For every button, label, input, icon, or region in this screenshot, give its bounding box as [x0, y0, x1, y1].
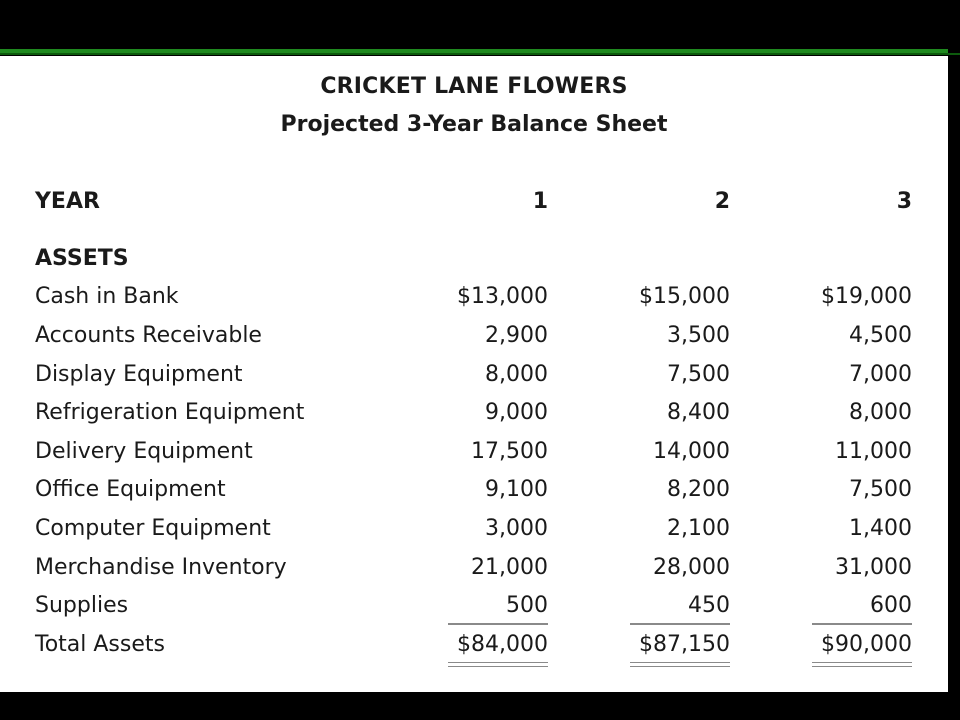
table-row	[0, 395, 948, 431]
subtotal-underline-year-3	[812, 623, 912, 625]
row-value-year-3: $19,000	[821, 284, 912, 309]
year-label: YEAR	[35, 189, 100, 214]
table-row	[0, 318, 948, 354]
row-value-year-2: 8,200	[667, 477, 730, 502]
total-double-underline-year-3-b	[812, 666, 912, 667]
row-value-year-3: 1,400	[849, 516, 912, 541]
table-row	[0, 357, 948, 393]
row-value-year-2: 28,000	[653, 555, 730, 580]
row-value-year-3: 600	[870, 593, 912, 618]
row-value-year-2: 3,500	[667, 323, 730, 348]
subtotal-underline-year-2	[630, 623, 730, 625]
row-label: Merchandise Inventory	[35, 555, 287, 580]
row-label: Cash in Bank	[35, 284, 179, 309]
row-value-year-2: 8,400	[667, 400, 730, 425]
row-value-year-3: 8,000	[849, 400, 912, 425]
total-double-underline-year-1-a	[448, 662, 548, 663]
total-value-year-3: $90,000	[821, 632, 912, 657]
company-name: CRICKET LANE FLOWERS	[320, 74, 628, 99]
row-value-year-1: 2,900	[485, 323, 548, 348]
table-row	[0, 279, 948, 315]
year-3-header: 3	[896, 189, 912, 214]
subtotal-underline-year-1	[448, 623, 548, 625]
year-2-header: 2	[714, 189, 730, 214]
row-label: Delivery Equipment	[35, 439, 253, 464]
row-value-year-1: $13,000	[457, 284, 548, 309]
total-label: Total Assets	[35, 632, 165, 657]
row-label: Office Equipment	[35, 477, 226, 502]
row-value-year-1: 9,000	[485, 400, 548, 425]
row-value-year-2: 14,000	[653, 439, 730, 464]
row-value-year-2: 450	[688, 593, 730, 618]
assets-section-label: ASSETS	[35, 246, 129, 271]
total-value-year-1: $84,000	[457, 632, 548, 657]
top-black-bar	[0, 0, 960, 50]
total-row	[0, 627, 948, 663]
row-value-year-3: 4,500	[849, 323, 912, 348]
total-double-underline-year-2-b	[630, 666, 730, 667]
total-value-year-2: $87,150	[639, 632, 730, 657]
row-value-year-1: 3,000	[485, 516, 548, 541]
balance-sheet	[0, 56, 948, 692]
table-row	[0, 588, 948, 624]
year-header-row	[0, 184, 948, 220]
row-value-year-1: 9,100	[485, 477, 548, 502]
row-value-year-1: 500	[506, 593, 548, 618]
row-value-year-3: 7,000	[849, 362, 912, 387]
year-1-header: 1	[532, 189, 548, 214]
table-row	[0, 472, 948, 508]
row-label: Supplies	[35, 593, 129, 618]
bottom-black-bar	[0, 692, 960, 720]
row-value-year-3: 7,500	[849, 477, 912, 502]
row-label: Accounts Receivable	[35, 323, 262, 348]
row-value-year-1: 21,000	[471, 555, 548, 580]
assets-section-row	[0, 241, 948, 277]
row-label: Refrigeration Equipment	[35, 400, 305, 425]
total-double-underline-year-2-a	[630, 662, 730, 663]
row-value-year-3: 31,000	[835, 555, 912, 580]
table-row	[0, 550, 948, 586]
sheet-title: Projected 3-Year Balance Sheet	[280, 112, 668, 137]
row-value-year-2: 2,100	[667, 516, 730, 541]
row-value-year-3: 11,000	[835, 439, 912, 464]
total-double-underline-year-1-b	[448, 666, 548, 667]
row-value-year-2: $15,000	[639, 284, 730, 309]
row-label: Display Equipment	[35, 362, 243, 387]
row-value-year-2: 7,500	[667, 362, 730, 387]
total-double-underline-year-3-a	[812, 662, 912, 663]
row-label: Computer Equipment	[35, 516, 271, 541]
row-value-year-1: 17,500	[471, 439, 548, 464]
green-accent-rule-shadow	[0, 53, 960, 55]
table-row	[0, 511, 948, 547]
row-value-year-1: 8,000	[485, 362, 548, 387]
table-row	[0, 434, 948, 470]
